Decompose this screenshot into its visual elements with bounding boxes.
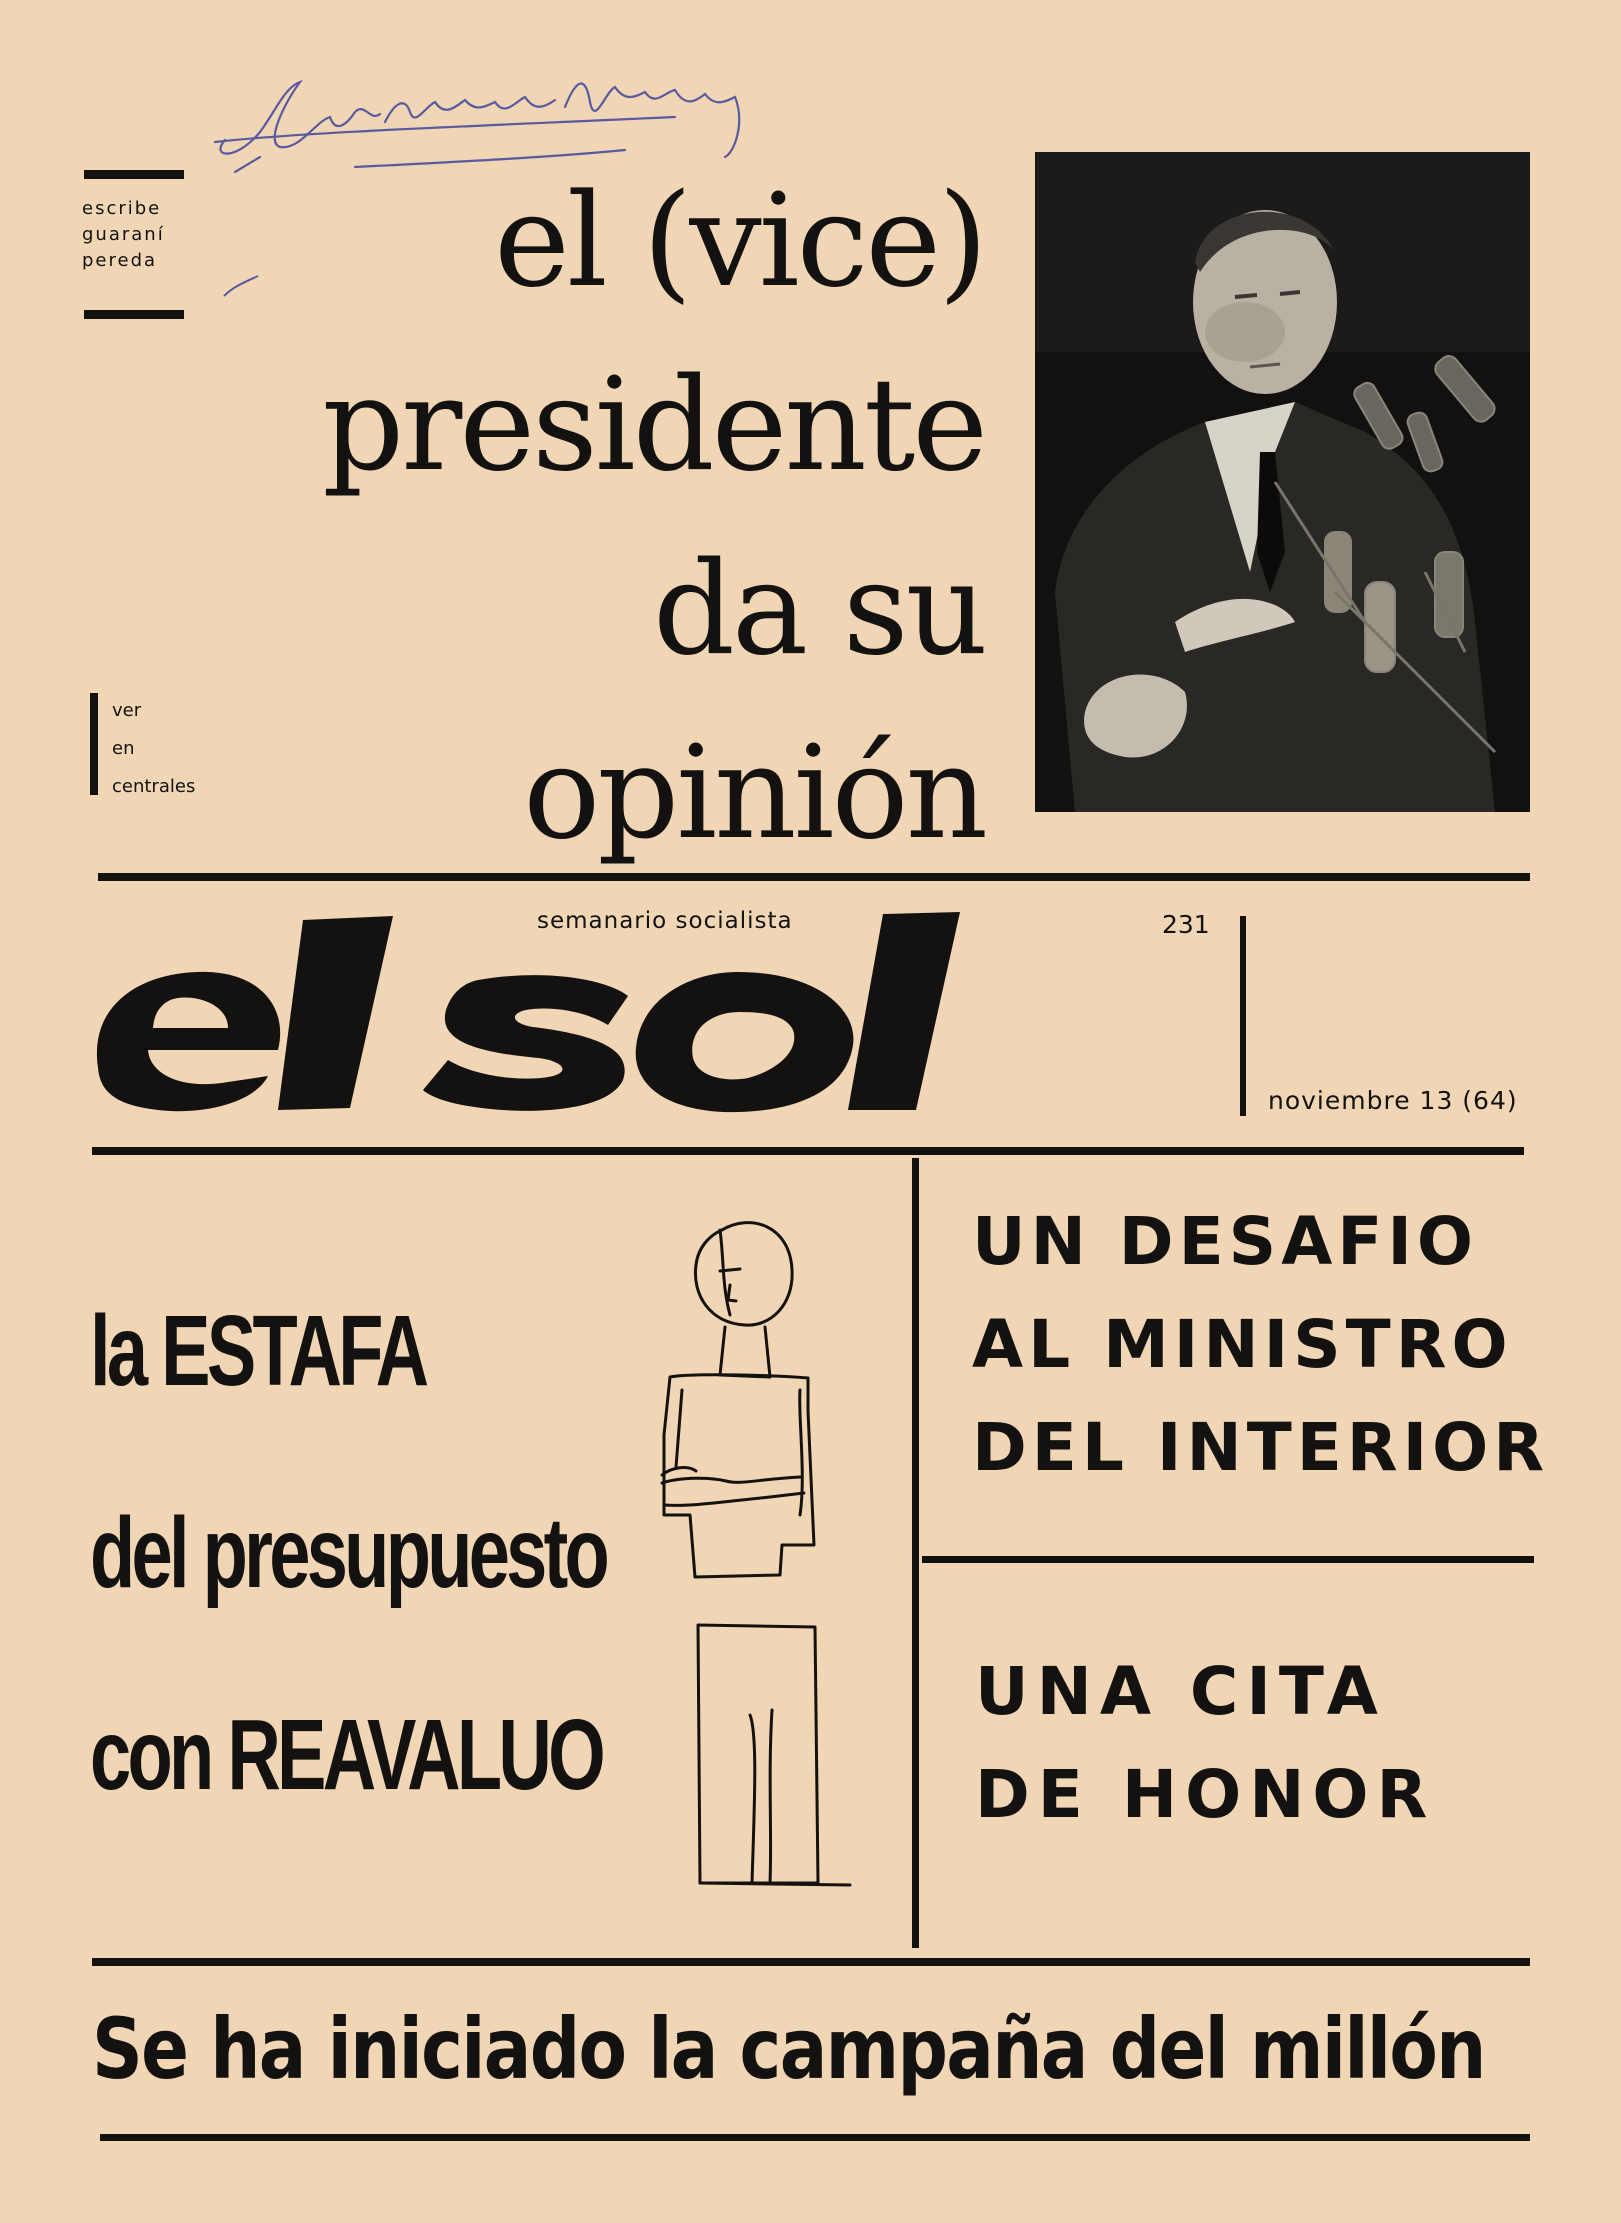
byline: [82, 196, 192, 274]
headline-line: da su: [652, 535, 985, 684]
see-also-note: [112, 692, 195, 806]
main-headline: [240, 150, 985, 886]
issue-number: 231: [1162, 910, 1210, 939]
headline-line: el (vice): [494, 167, 985, 316]
byline-line: guaraní: [82, 224, 165, 245]
story-line: AL MINISTRO: [972, 1306, 1513, 1383]
banner-rule-bottom: [100, 2134, 1530, 2141]
right-column-rule: [922, 1556, 1534, 1563]
budget-story-headline: [90, 1250, 606, 1856]
byline-line: pereda: [82, 250, 158, 271]
story-line: la ESTAFA: [90, 1295, 426, 1407]
story-line: del presupuesto: [90, 1497, 607, 1609]
story-line: UNA CITA: [975, 1653, 1386, 1730]
story-column-divider: [912, 1158, 919, 1948]
masthead-tagline: semanario socialista: [537, 908, 793, 934]
headline-line: opinión: [523, 719, 985, 868]
byline-rule-top: [84, 170, 184, 179]
campaign-banner-headline: Se ha iniciado la campaña del millón: [92, 2000, 1485, 2098]
banner-rule-top: [92, 1958, 1530, 1966]
man-at-microphones-photo: [1035, 152, 1530, 812]
byline-line: escribe: [82, 198, 162, 219]
story-line: UN DESAFIO: [972, 1203, 1479, 1280]
see-also-line: centrales: [112, 776, 196, 797]
story-line: DE HONOR: [975, 1756, 1436, 1833]
masthead-rule-bottom: [92, 1147, 1524, 1155]
see-also-line: ver: [112, 700, 142, 721]
see-also-line: en: [112, 738, 135, 759]
issue-date: noviembre 13 (64): [1268, 1086, 1518, 1115]
photo-illustration: [1035, 152, 1530, 812]
story-line: con REAVALUO: [90, 1699, 602, 1811]
honor-appointment-headline: [975, 1640, 1435, 1846]
byline-rule-bottom: [84, 310, 184, 319]
masthead-date-divider: [1240, 916, 1246, 1116]
masthead-logo: [88, 900, 968, 1120]
line-drawing-figure: [650, 1215, 870, 1895]
minister-challenge-headline: [972, 1190, 1549, 1499]
masthead-rule-top: [98, 873, 1530, 881]
see-also-bar: [90, 693, 98, 795]
story-line: DEL INTERIOR: [972, 1409, 1550, 1486]
headline-line: presidente: [322, 351, 985, 500]
